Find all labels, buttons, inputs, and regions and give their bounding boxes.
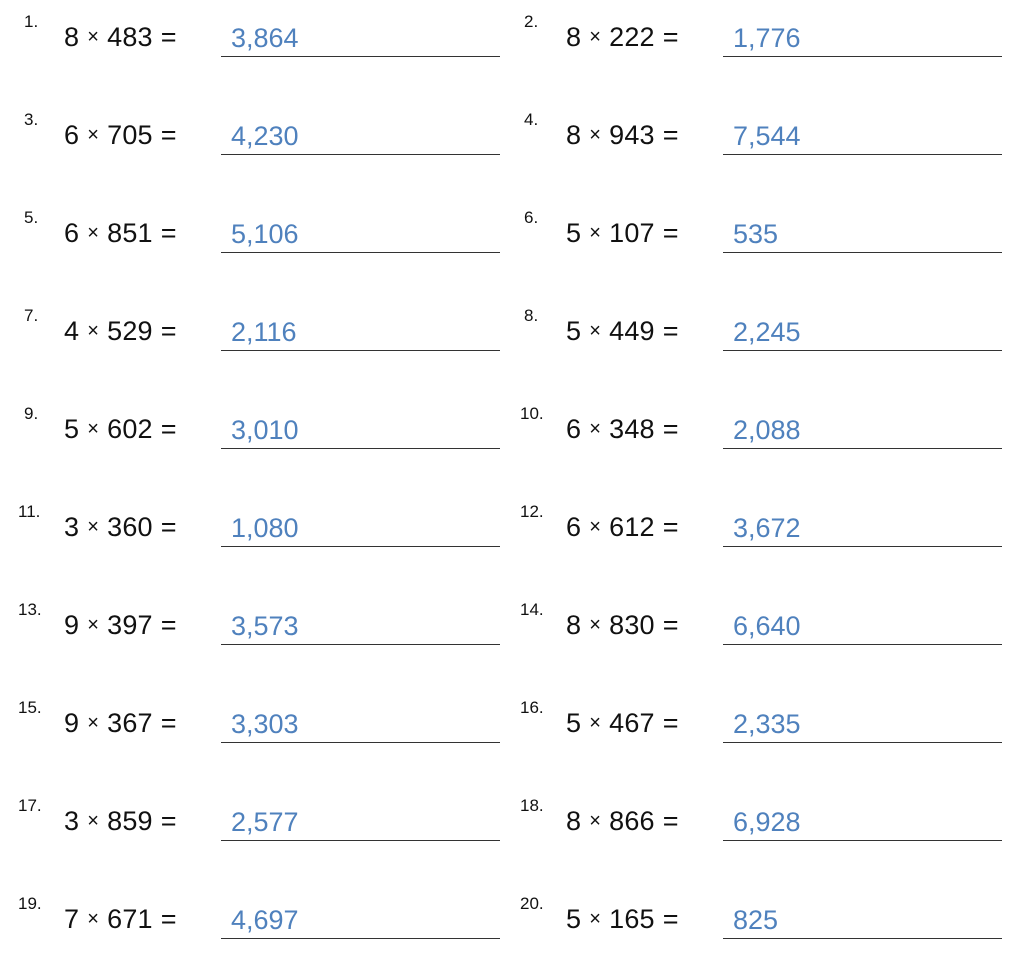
problem-8 xyxy=(0,304,1023,347)
problem-expression xyxy=(566,806,685,837)
answer-line xyxy=(723,252,1002,253)
equals-sign: = xyxy=(662,708,679,738)
answer-value: 3,864 xyxy=(231,23,299,53)
equals-sign: = xyxy=(662,414,679,444)
answer-value: 3,573 xyxy=(231,611,299,641)
problem-number: 12. xyxy=(520,502,544,521)
problem-number: 16. xyxy=(520,698,544,717)
answer-value: 4,697 xyxy=(231,905,299,935)
answer-value: 3,010 xyxy=(231,415,299,445)
times-sign: × xyxy=(87,810,100,832)
answer-line xyxy=(723,546,1002,547)
problem-number: 17. xyxy=(18,796,42,815)
times-sign: × xyxy=(87,320,100,342)
times-sign: × xyxy=(87,222,100,244)
factor-a: 9 xyxy=(64,708,80,738)
factor-a: 6 xyxy=(566,414,582,444)
factor-a: 6 xyxy=(64,218,80,248)
answer-line xyxy=(723,840,1002,841)
factor-a: 9 xyxy=(64,610,80,640)
problem-expression xyxy=(566,316,685,347)
times-sign: × xyxy=(589,418,602,440)
factor-b: 851 xyxy=(107,218,153,248)
problem-expression xyxy=(566,512,685,543)
factor-b: 222 xyxy=(609,22,655,52)
answer-value: 2,335 xyxy=(733,709,801,739)
problem-expression xyxy=(566,120,685,151)
problem-expression xyxy=(566,22,685,53)
equals-sign: = xyxy=(160,610,177,640)
answer-line xyxy=(723,742,1002,743)
equals-sign: = xyxy=(662,22,679,52)
answer-line xyxy=(221,56,500,57)
problem-18 xyxy=(0,794,1023,837)
times-sign: × xyxy=(589,222,602,244)
answer-line xyxy=(221,938,500,939)
answer-value: 2,577 xyxy=(231,807,299,837)
times-sign: × xyxy=(87,908,100,930)
factor-a: 7 xyxy=(64,904,80,934)
equals-sign: = xyxy=(160,512,177,542)
problem-number: 13. xyxy=(18,600,42,619)
problem-6 xyxy=(0,206,1023,249)
factor-b: 529 xyxy=(107,316,153,346)
factor-b: 830 xyxy=(609,610,655,640)
answer-value: 2,116 xyxy=(231,317,297,347)
factor-b: 348 xyxy=(609,414,655,444)
factor-b: 612 xyxy=(609,512,655,542)
answer-value: 3,303 xyxy=(231,709,299,739)
answer-value: 1,776 xyxy=(733,23,801,53)
times-sign: × xyxy=(87,418,100,440)
answer-value: 7,544 xyxy=(733,121,801,151)
equals-sign: = xyxy=(160,22,177,52)
problem-expression xyxy=(566,218,685,249)
times-sign: × xyxy=(589,26,602,48)
factor-b: 602 xyxy=(107,414,153,444)
equals-sign: = xyxy=(662,610,679,640)
times-sign: × xyxy=(589,516,602,538)
problem-number: 10. xyxy=(520,404,544,423)
times-sign: × xyxy=(87,712,100,734)
problem-number: 9. xyxy=(24,404,39,423)
equals-sign: = xyxy=(160,414,177,444)
answer-line xyxy=(221,448,500,449)
equals-sign: = xyxy=(160,806,177,836)
factor-a: 5 xyxy=(566,708,582,738)
factor-a: 8 xyxy=(64,22,80,52)
times-sign: × xyxy=(589,124,602,146)
problem-20 xyxy=(0,892,1023,935)
problem-number: 15. xyxy=(18,698,42,717)
answer-value: 4,230 xyxy=(231,121,299,151)
equals-sign: = xyxy=(662,904,679,934)
problem-number: 4. xyxy=(524,110,539,129)
times-sign: × xyxy=(589,320,602,342)
factor-b: 367 xyxy=(107,708,153,738)
problem-10 xyxy=(0,402,1023,445)
equals-sign: = xyxy=(662,218,679,248)
answer-line xyxy=(221,154,500,155)
factor-b: 671 xyxy=(107,904,153,934)
answer-line xyxy=(723,154,1002,155)
factor-b: 165 xyxy=(609,904,655,934)
answer-value: 2,088 xyxy=(733,415,801,445)
equals-sign: = xyxy=(662,512,679,542)
factor-a: 8 xyxy=(566,120,582,150)
answer-value: 6,640 xyxy=(733,611,801,641)
answer-line xyxy=(221,840,500,841)
factor-a: 8 xyxy=(566,22,582,52)
problem-expression xyxy=(566,414,685,445)
answer-line xyxy=(221,644,500,645)
factor-b: 107 xyxy=(609,218,655,248)
factor-b: 467 xyxy=(609,708,655,738)
answer-value: 825 xyxy=(733,905,779,935)
problem-number: 20. xyxy=(520,894,544,913)
answer-line xyxy=(723,56,1002,57)
times-sign: × xyxy=(589,810,602,832)
problem-number: 5. xyxy=(24,208,39,227)
answer-value: 535 xyxy=(733,219,779,249)
times-sign: × xyxy=(589,614,602,636)
answer-line xyxy=(723,644,1002,645)
problem-number: 1. xyxy=(24,12,39,31)
problem-12 xyxy=(0,500,1023,543)
problem-16 xyxy=(0,696,1023,739)
problem-expression xyxy=(566,904,685,935)
factor-a: 4 xyxy=(64,316,80,346)
factor-a: 3 xyxy=(64,512,80,542)
answer-line xyxy=(221,546,500,547)
problem-expression xyxy=(566,610,685,641)
answer-line xyxy=(221,252,500,253)
problem-4 xyxy=(0,108,1023,151)
factor-b: 449 xyxy=(609,316,655,346)
problem-expression xyxy=(566,708,685,739)
answer-line xyxy=(723,448,1002,449)
answer-line xyxy=(221,742,500,743)
equals-sign: = xyxy=(160,120,177,150)
factor-a: 8 xyxy=(566,806,582,836)
equals-sign: = xyxy=(662,806,679,836)
equals-sign: = xyxy=(160,904,177,934)
times-sign: × xyxy=(87,26,100,48)
problem-number: 19. xyxy=(18,894,42,913)
factor-b: 360 xyxy=(107,512,153,542)
factor-b: 859 xyxy=(107,806,153,836)
times-sign: × xyxy=(87,124,100,146)
factor-b: 866 xyxy=(609,806,655,836)
answer-value: 1,080 xyxy=(231,513,299,543)
answer-line xyxy=(723,350,1002,351)
problem-2 xyxy=(0,10,1023,53)
answer-value: 5,106 xyxy=(231,219,299,249)
problem-number: 11. xyxy=(18,502,41,521)
factor-a: 8 xyxy=(566,610,582,640)
problem-number: 18. xyxy=(520,796,544,815)
factor-a: 6 xyxy=(566,512,582,542)
factor-a: 5 xyxy=(566,316,582,346)
problem-number: 6. xyxy=(524,208,539,227)
factor-a: 5 xyxy=(566,904,582,934)
problem-14 xyxy=(0,598,1023,641)
factor-b: 943 xyxy=(609,120,655,150)
factor-b: 397 xyxy=(107,610,153,640)
answer-line xyxy=(221,350,500,351)
factor-b: 705 xyxy=(107,120,153,150)
problem-number: 8. xyxy=(524,306,539,325)
factor-a: 3 xyxy=(64,806,80,836)
answer-value: 6,928 xyxy=(733,807,801,837)
factor-a: 5 xyxy=(566,218,582,248)
problem-number: 14. xyxy=(520,600,544,619)
problem-number: 2. xyxy=(524,12,539,31)
answer-line xyxy=(723,938,1002,939)
answer-value: 2,245 xyxy=(733,317,801,347)
equals-sign: = xyxy=(160,708,177,738)
times-sign: × xyxy=(589,908,602,930)
problem-number: 3. xyxy=(24,110,39,129)
equals-sign: = xyxy=(160,218,177,248)
factor-a: 5 xyxy=(64,414,80,444)
problem-number: 7. xyxy=(24,306,39,325)
times-sign: × xyxy=(87,614,100,636)
factor-a: 6 xyxy=(64,120,80,150)
times-sign: × xyxy=(589,712,602,734)
factor-b: 483 xyxy=(107,22,153,52)
equals-sign: = xyxy=(160,316,177,346)
times-sign: × xyxy=(87,516,100,538)
equals-sign: = xyxy=(662,316,679,346)
answer-value: 3,672 xyxy=(733,513,801,543)
equals-sign: = xyxy=(662,120,679,150)
